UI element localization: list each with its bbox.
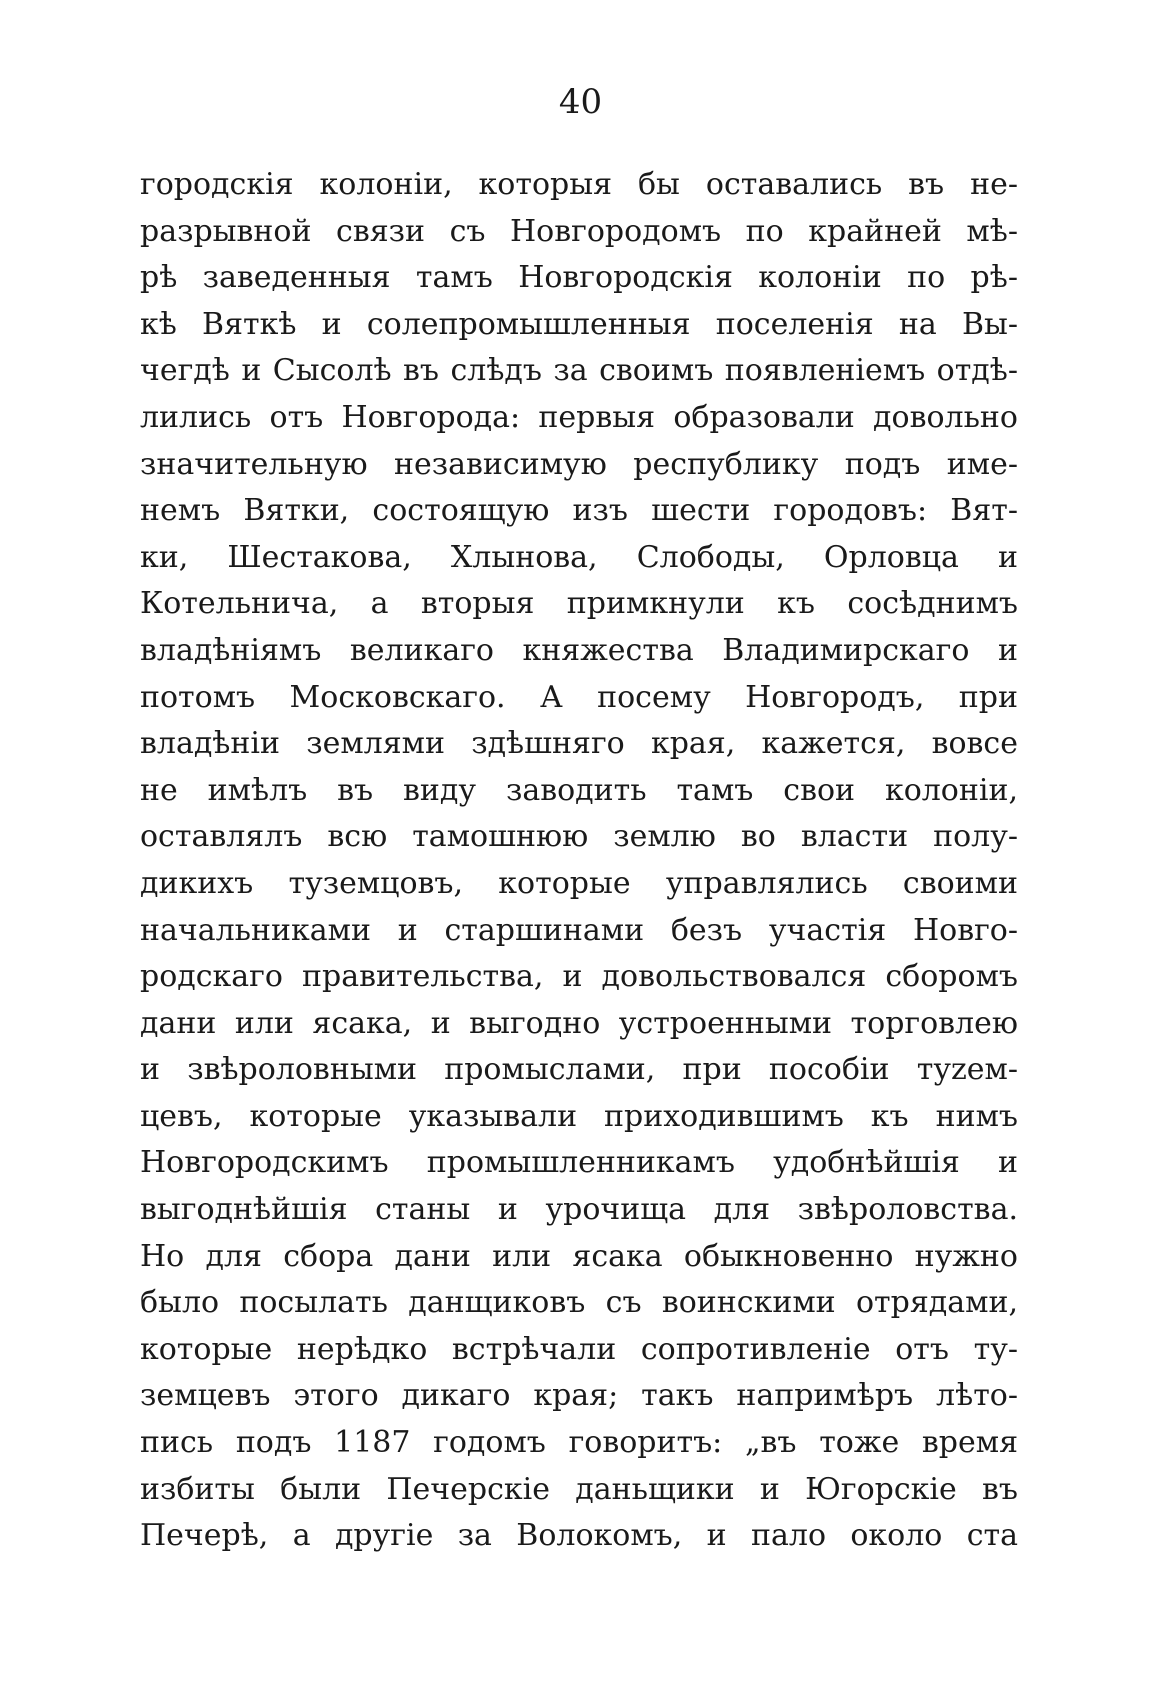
- text-line: земцевъ этого дикаго края; такъ напримѣръ лѣто-: [140, 1378, 1018, 1414]
- text-line: было посылать данщиковъ съ воинскими отрядами,: [140, 1285, 1018, 1321]
- text-line: Печерѣ, а другіе за Волокомъ, и пало около ста: [140, 1518, 1018, 1554]
- text-line: не имѣлъ въ виду заводить тамъ свои колоніи,: [140, 772, 1018, 808]
- text-line: Котельнича, а вторыя примкнули къ сосѣднимъ: [140, 586, 1018, 622]
- text-line: кѣ Вяткѣ и солепромышленныя поселенія на Вы-: [140, 306, 1018, 342]
- text-line: значительную независимую республику подъ име-: [140, 446, 1018, 482]
- body-text: [140, 162, 1018, 1560]
- text-line: цевъ, которые указывали приходившимъ къ нимъ: [140, 1098, 1018, 1134]
- text-line: рѣ заведенныя тамъ Новгородскія колоніи по рѣ-: [140, 260, 1018, 296]
- text-line: разрывной связи съ Новгородомъ по крайней мѣ-: [140, 213, 1018, 249]
- text-line: выгоднѣйшія станы и урочища для звѣроловства.: [140, 1192, 1018, 1228]
- text-line: и звѣроловными промыслами, при пособіи туzем-: [140, 1052, 1018, 1088]
- text-line: избиты были Печерскіе даньщики и Югорскіе въ: [140, 1471, 1018, 1507]
- text-line: потомъ Московскаго. А посему Новгородъ, при: [140, 679, 1018, 715]
- text-line: родскаго правительства, и довольствовался сборомъ: [140, 959, 1018, 995]
- text-line: которые нерѣдко встрѣчали сопротивленіе отъ ту-: [140, 1331, 1018, 1367]
- text-line: ки, Шестакова, Хлынова, Слободы, Орловца и: [140, 539, 1018, 575]
- text-line: Новгородскимъ промышленникамъ удобнѣйшія и: [140, 1145, 1018, 1181]
- text-line: оставлялъ всю тамошнюю землю во власти полу-: [140, 819, 1018, 855]
- text-line: владѣніямъ великаго княжества Владимирскаго и: [140, 632, 1018, 668]
- text-line: немъ Вятки, состоящую изъ шести городовъ: Вят-: [140, 493, 1018, 529]
- text-line: начальниками и старшинами безъ участія Новго-: [140, 912, 1018, 948]
- text-line: лились отъ Новгорода: первыя образовали довольно: [140, 399, 1018, 435]
- text-line: чегдѣ и Сысолѣ въ слѣдъ за своимъ появленіемъ отдѣ-: [140, 353, 1018, 389]
- text-line: дани или ясака, и выгодно устроенными торговлею: [140, 1005, 1018, 1041]
- page-number: 40: [558, 82, 603, 122]
- text-line: Но для сбора дани или ясака обыкновенно нужно: [140, 1238, 1018, 1274]
- text-line: городскія колоніи, которыя бы оставались въ не-: [140, 167, 1018, 202]
- text-line: дикихъ туземцовъ, которые управлялись своими: [140, 865, 1018, 901]
- text-line: владѣніи землями здѣшняго края, кажется, вовсе: [140, 726, 1018, 762]
- text-line: пись подъ 1187 годомъ говоритъ: „въ тоже время: [140, 1425, 1018, 1461]
